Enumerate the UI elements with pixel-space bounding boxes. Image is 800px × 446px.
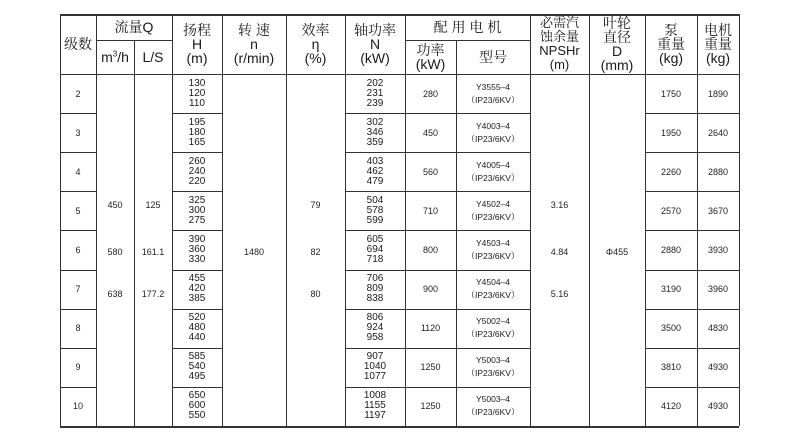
header-head-line: H: [191, 36, 203, 52]
npsh-cell-value: 4.84: [550, 247, 569, 258]
header-flow-m3h: [96, 40, 134, 74]
motor-model-value: Y4502–4: [475, 198, 511, 209]
motor-weight-cell: [697, 152, 739, 191]
motor-weight-cell: [697, 348, 739, 387]
motor-weight-cell: [697, 74, 739, 113]
header-shaft-power-line: 轴功率: [354, 22, 396, 38]
header-motor-weight-line: (kg): [705, 50, 731, 66]
motor-weight-value: 4830: [707, 323, 729, 334]
pump-weight-cell: [645, 113, 697, 152]
npsh-cell-value: 3.16: [550, 200, 569, 211]
head-cell: [172, 113, 222, 152]
head-cell: [172, 348, 222, 387]
motor-weight-value: 3930: [707, 244, 729, 255]
motor-power-cell: [405, 270, 456, 309]
shaft-power-value: 346: [366, 126, 384, 138]
head-value: 480: [188, 322, 206, 334]
efficiency-cell-value: 79: [310, 200, 321, 211]
unit-superscript: 3: [112, 49, 118, 59]
shaft-power-value: 599: [366, 214, 384, 226]
head-value: 390: [188, 233, 206, 245]
flow-ls-cell-value: 177.2: [141, 288, 165, 299]
header-npsh-line: NPSHr: [539, 43, 580, 58]
grid-line: [739, 14, 740, 426]
pump-weight-cell: [645, 230, 697, 269]
efficiency-cell: [286, 284, 345, 304]
header-efficiency-line: 效率: [301, 22, 330, 38]
motor-model-cell: [456, 309, 530, 348]
motor-power-cell: [405, 387, 456, 426]
shaft-power-value: 1155: [364, 400, 386, 412]
motor-power-value: 900: [422, 284, 439, 295]
speed-value: 1480: [243, 247, 265, 258]
header-impeller-line: D: [611, 43, 623, 59]
shaft-power-value: 838: [366, 293, 384, 305]
head-value: 360: [188, 243, 206, 255]
header-efficiency-line: (%): [304, 50, 327, 66]
stage-value: 10: [72, 401, 83, 412]
npsh-cell: [530, 242, 589, 262]
head-value: 300: [188, 204, 206, 216]
shaft-power-value: 958: [366, 332, 384, 344]
motor-protection-value: （IP23/6KV）: [466, 290, 520, 301]
shaft-power-value: 718: [366, 253, 384, 265]
motor-protection-value: （IP23/6KV）: [466, 368, 520, 379]
unit-per-h: /h: [117, 49, 129, 65]
shaft-power-value: 605: [366, 233, 384, 245]
speed-cell: [222, 242, 286, 262]
motor-weight-value: 3960: [707, 284, 729, 295]
stage-cell: [60, 191, 96, 230]
shaft-power-value: 924: [366, 322, 384, 334]
shaft-power-cell: [345, 270, 405, 309]
motor-weight-value: 2640: [707, 127, 729, 138]
flow-m3h-cell: [96, 195, 134, 215]
pump-weight-cell: [645, 309, 697, 348]
head-cell: [172, 152, 222, 191]
motor-power-cell: [405, 152, 456, 191]
header-speed-line: (r/min): [233, 50, 275, 66]
motor-model-value: Y4503–4: [475, 237, 511, 248]
head-value: 240: [188, 165, 206, 177]
pump-weight-value: 2570: [660, 205, 682, 216]
motor-model-cell: [456, 191, 530, 230]
stage-cell: [60, 152, 96, 191]
motor-power-cell: [405, 348, 456, 387]
header-speed: [222, 14, 286, 74]
motor-model-cell: [456, 74, 530, 113]
motor-power-cell: [405, 309, 456, 348]
stage-cell: [60, 387, 96, 426]
header-head-line: 扬程: [183, 22, 211, 38]
head-cell: [172, 309, 222, 348]
motor-model-value: Y5003–4: [475, 394, 511, 405]
header-flow-m3h-unit: [101, 50, 129, 64]
motor-weight-cell: [697, 309, 739, 348]
head-value: 180: [188, 126, 206, 138]
motor-model-value: Y4003–4: [475, 120, 511, 131]
shaft-power-value: 1077: [363, 371, 387, 383]
flow-ls-cell-value: 161.1: [141, 247, 165, 258]
stage-value: 4: [75, 166, 81, 177]
header-motor-power-line: (kW): [415, 56, 446, 72]
head-value: 110: [189, 97, 205, 109]
efficiency-cell-value: 82: [310, 247, 321, 258]
shaft-power-cell: [345, 348, 405, 387]
flow-m3h-cell-value: 638: [107, 288, 123, 299]
header-flow-label: 流量Q: [114, 19, 154, 35]
head-value: 455: [188, 273, 206, 285]
flow-ls-cell: [134, 195, 172, 215]
motor-protection-value: （IP23/6KV）: [466, 250, 520, 261]
pump-weight-cell: [645, 74, 697, 113]
head-value: 130: [188, 77, 206, 89]
head-value: 165: [188, 136, 206, 148]
header-impeller-line: 叶轮: [603, 15, 631, 31]
head-value: 385: [188, 293, 206, 305]
motor-model-value: Y3555–4: [475, 81, 511, 92]
shaft-power-cell: [345, 74, 405, 113]
motor-weight-cell: [697, 387, 739, 426]
head-value: 600: [188, 400, 206, 412]
motor-weight-value: 3670: [707, 205, 729, 216]
shaft-power-cell: [345, 152, 405, 191]
shaft-power-value: 1197: [364, 410, 386, 422]
impeller-cell: [589, 242, 645, 262]
header-shaft-power-line: N: [369, 36, 381, 52]
header-shaft-power-line: (kW): [360, 50, 390, 66]
motor-weight-value: 4930: [707, 401, 729, 412]
stage-value: 6: [75, 244, 81, 255]
motor-power-cell: [405, 191, 456, 230]
shaft-power-value: 462: [366, 165, 384, 177]
flow-m3h-cell-value: 450: [107, 200, 123, 211]
header-motor-model: [456, 40, 530, 74]
motor-weight-value: 2880: [707, 166, 729, 177]
shaft-power-value: 359: [366, 136, 384, 148]
head-value: 550: [188, 410, 206, 422]
motor-protection-value: （IP23/6KV）: [466, 133, 520, 144]
header-stage: [60, 14, 96, 74]
motor-weight-value: 1890: [707, 88, 729, 99]
header-npsh-line: (m): [549, 57, 570, 72]
unit-m: m: [101, 49, 113, 65]
shaft-power-cell: [345, 191, 405, 230]
header-motor-weight-line: 重量: [704, 36, 732, 52]
header-pump-weight: [645, 14, 697, 74]
motor-protection-value: （IP23/6KV）: [466, 172, 520, 183]
header-npsh: [530, 14, 589, 74]
motor-protection-value: （IP23/6KV）: [466, 211, 520, 222]
motor-model-cell: [456, 387, 530, 426]
motor-power-value: 800: [422, 244, 439, 255]
header-flow: [96, 14, 172, 40]
header-flow-ls-label: L/S: [142, 49, 164, 65]
pump-weight-value: 4120: [660, 401, 682, 412]
motor-power-value: 280: [422, 88, 439, 99]
motor-protection-value: （IP23/6KV）: [466, 329, 520, 340]
pump-weight-value: 3500: [660, 323, 682, 334]
header-head-line: (m): [186, 50, 208, 66]
pump-weight-cell: [645, 270, 697, 309]
pump-weight-cell: [645, 152, 697, 191]
grid-line: [60, 426, 739, 428]
header-shaft-power: [345, 14, 405, 74]
shaft-power-value: 1008: [363, 390, 387, 402]
head-cell: [172, 74, 222, 113]
pump-weight-value: 2880: [660, 244, 682, 255]
header-pump-weight-line: (kg): [658, 50, 684, 66]
header-motor-weight: [697, 14, 739, 74]
head-cell: [172, 191, 222, 230]
shaft-power-value: 1040: [363, 361, 387, 373]
header-motor-power: [405, 40, 456, 74]
head-value: 260: [188, 155, 206, 167]
header-flow-ls: [134, 40, 172, 74]
stage-cell: [60, 348, 96, 387]
head-value: 325: [188, 194, 206, 206]
header-speed-line: n: [250, 36, 258, 52]
stage-value: 8: [75, 323, 81, 334]
shaft-power-value: 202: [366, 77, 384, 89]
stage-value: 5: [75, 205, 81, 216]
header-motor-power-line: 功率: [416, 42, 445, 58]
motor-power-value: 1120: [420, 323, 441, 334]
motor-weight-cell: [697, 230, 739, 269]
head-value: 520: [188, 312, 206, 324]
npsh-cell: [530, 195, 589, 215]
head-value: 440: [188, 332, 206, 344]
pump-spec-table: [60, 14, 739, 426]
motor-model-value: Y5003–4: [475, 355, 511, 366]
header-efficiency: [286, 14, 345, 74]
shaft-power-value: 578: [366, 204, 384, 216]
header-head: [172, 14, 222, 74]
stage-cell: [60, 309, 96, 348]
head-value: 330: [188, 253, 206, 265]
head-cell: [172, 387, 222, 426]
motor-model-cell: [456, 230, 530, 269]
motor-protection-value: （IP23/6KV）: [466, 407, 520, 418]
shaft-power-value: 231: [366, 87, 384, 99]
motor-model-cell: [456, 113, 530, 152]
head-value: 275: [188, 214, 206, 226]
stage-value: 7: [75, 284, 81, 295]
motor-weight-cell: [697, 113, 739, 152]
motor-model-cell: [456, 152, 530, 191]
impeller-value: Φ455: [605, 247, 629, 258]
header-motor: [405, 14, 530, 40]
header-impeller: [589, 14, 645, 74]
shaft-power-value: 403: [366, 155, 384, 167]
head-value: 195: [188, 116, 206, 128]
header-efficiency-line: η: [311, 36, 320, 52]
motor-model-value: Y4504–4: [475, 277, 511, 288]
shaft-power-value: 806: [366, 312, 384, 324]
motor-model-value: Y5002–4: [475, 316, 511, 327]
pump-weight-value: 1750: [660, 88, 682, 99]
header-pump-weight-line: 泵: [664, 22, 678, 38]
header-motor-label: 配 用 电 机: [433, 19, 502, 35]
head-value: 120: [188, 87, 206, 99]
shaft-power-cell: [345, 230, 405, 269]
flow-ls-cell-value: 125: [145, 200, 161, 211]
pump-weight-value: 3810: [660, 362, 682, 373]
motor-model-cell: [456, 348, 530, 387]
stage-cell: [60, 270, 96, 309]
header-motor-model-label: 型号: [479, 49, 507, 65]
header-impeller-line: (mm): [600, 57, 634, 73]
motor-power-value: 450: [422, 127, 439, 138]
pump-weight-value: 2260: [660, 166, 682, 177]
motor-power-cell: [405, 230, 456, 269]
npsh-cell-value: 5.16: [550, 288, 569, 299]
pump-weight-value: 1950: [660, 127, 682, 138]
pump-weight-cell: [645, 348, 697, 387]
motor-power-value: 1250: [420, 401, 441, 412]
head-value: 220: [188, 175, 206, 187]
motor-power-value: 710: [422, 205, 439, 216]
motor-weight-cell: [697, 191, 739, 230]
header-stage-label: 级数: [64, 36, 92, 52]
motor-protection-value: （IP23/6KV）: [466, 94, 520, 105]
shaft-power-value: 479: [366, 175, 384, 187]
pump-weight-cell: [645, 387, 697, 426]
header-impeller-line: 直径: [603, 29, 631, 45]
head-value: 540: [188, 361, 206, 373]
header-motor-weight-line: 电机: [704, 22, 732, 38]
shaft-power-cell: [345, 113, 405, 152]
stage-cell: [60, 74, 96, 113]
motor-model-cell: [456, 270, 530, 309]
head-value: 420: [188, 283, 206, 295]
flow-m3h-cell: [96, 242, 134, 262]
stage-cell: [60, 230, 96, 269]
head-value: 585: [188, 351, 206, 363]
shaft-power-value: 302: [366, 116, 384, 128]
efficiency-cell-value: 80: [310, 288, 321, 299]
motor-power-cell: [405, 113, 456, 152]
efficiency-cell: [286, 195, 345, 215]
flow-ls-cell: [134, 242, 172, 262]
stage-value: 9: [75, 362, 81, 373]
motor-weight-cell: [697, 270, 739, 309]
shaft-power-value: 706: [366, 273, 384, 285]
shaft-power-value: 809: [366, 283, 384, 295]
stage-value: 2: [75, 88, 81, 99]
stage-cell: [60, 113, 96, 152]
header-pump-weight-line: 重量: [657, 36, 685, 52]
motor-model-value: Y4005–4: [475, 159, 511, 170]
header-speed-line: 转 速: [238, 22, 270, 38]
motor-weight-value: 4930: [707, 362, 729, 373]
motor-power-value: 560: [422, 166, 439, 177]
flow-m3h-cell: [96, 284, 134, 304]
stage-value: 3: [75, 127, 81, 138]
npsh-cell: [530, 284, 589, 304]
shaft-power-cell: [345, 309, 405, 348]
flow-m3h-cell-value: 580: [107, 247, 123, 258]
pump-weight-value: 3190: [660, 284, 682, 295]
shaft-power-value: 694: [366, 243, 384, 255]
motor-power-value: 1250: [420, 362, 441, 373]
head-cell: [172, 230, 222, 269]
shaft-power-value: 239: [366, 97, 384, 109]
motor-power-cell: [405, 74, 456, 113]
shaft-power-cell: [345, 387, 405, 426]
efficiency-cell: [286, 242, 345, 262]
flow-ls-cell: [134, 284, 172, 304]
header-npsh-line: 蚀余量: [539, 29, 579, 44]
pump-weight-cell: [645, 191, 697, 230]
head-value: 495: [188, 371, 206, 383]
header-npsh-line: 必需汽: [539, 15, 579, 30]
shaft-power-value: 504: [366, 194, 384, 206]
head-value: 650: [188, 390, 206, 402]
shaft-power-value: 907: [366, 351, 384, 363]
head-cell: [172, 270, 222, 309]
